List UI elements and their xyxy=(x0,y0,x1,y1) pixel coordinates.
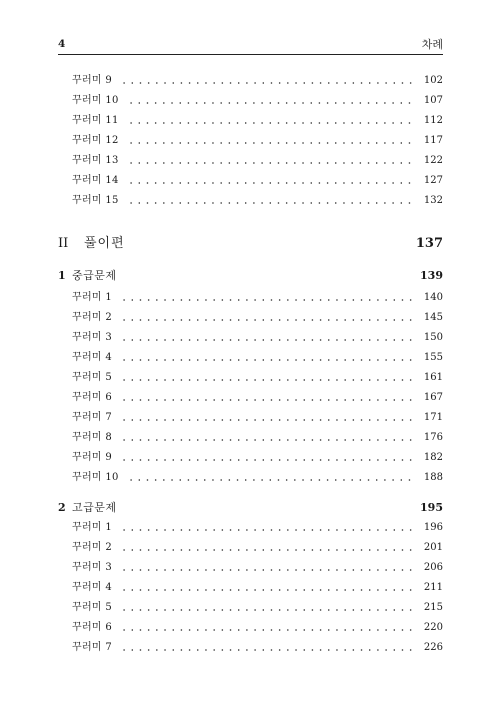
toc-entry-page: 211 xyxy=(423,582,443,593)
chapter-title: 고급문제 xyxy=(72,501,117,514)
toc-entry-page: 122 xyxy=(423,155,443,166)
dot-leader xyxy=(127,201,413,205)
toc-entry-label: 꾸러미 7 xyxy=(72,412,113,423)
dot-leader xyxy=(120,438,413,442)
toc-entry-label: 꾸러미 6 xyxy=(72,622,113,633)
chapter-number: 2 xyxy=(58,501,66,514)
toc-entry[interactable] xyxy=(72,291,443,305)
chapter-heading[interactable] xyxy=(58,268,443,284)
toc-entry-page: 201 xyxy=(423,542,443,553)
toc-entry[interactable] xyxy=(72,601,443,615)
toc-entry[interactable] xyxy=(72,431,443,445)
dot-leader xyxy=(127,181,413,185)
dot-leader xyxy=(127,121,413,125)
toc-entry[interactable] xyxy=(72,471,443,485)
toc-entry-page: 171 xyxy=(423,412,443,423)
toc-entry-page: 145 xyxy=(423,312,443,323)
toc-entry-page: 176 xyxy=(423,432,443,443)
toc-entry[interactable] xyxy=(72,154,443,168)
chapter-heading[interactable] xyxy=(58,500,443,516)
toc-entry[interactable] xyxy=(72,74,443,88)
toc-entry-page: 161 xyxy=(423,372,443,383)
dot-leader xyxy=(120,568,413,572)
dot-leader xyxy=(127,478,413,482)
chapter-page: 195 xyxy=(420,501,443,514)
toc-entry[interactable] xyxy=(72,541,443,555)
toc-entry[interactable] xyxy=(72,194,443,208)
dot-leader xyxy=(120,458,413,462)
toc-entry-page: 155 xyxy=(423,352,443,363)
toc-entry-page: 188 xyxy=(423,472,443,483)
toc-entry-page: 117 xyxy=(423,135,443,146)
toc-entry-label: 꾸러미 5 xyxy=(72,602,113,613)
toc-entry-page: 132 xyxy=(423,195,443,206)
dot-leader xyxy=(120,338,413,342)
toc-entry[interactable] xyxy=(72,621,443,635)
toc-entry-page: 196 xyxy=(423,522,443,533)
toc-entry-label: 꾸러미 5 xyxy=(72,372,113,383)
toc-entry-label: 꾸러미 10 xyxy=(72,95,119,106)
toc-entry-label: 꾸러미 6 xyxy=(72,392,113,403)
dot-leader xyxy=(120,318,413,322)
dot-leader xyxy=(120,608,413,612)
chapter-page: 139 xyxy=(420,269,443,282)
toc-entry[interactable] xyxy=(72,521,443,535)
toc-entry-page: 226 xyxy=(423,642,443,653)
dot-leader xyxy=(127,161,413,165)
toc-entry[interactable] xyxy=(72,351,443,365)
toc-entry[interactable] xyxy=(72,411,443,425)
toc-entry-label: 꾸러미 10 xyxy=(72,472,119,483)
toc-entry-page: 215 xyxy=(423,602,443,613)
dot-leader xyxy=(120,588,413,592)
toc-entry-page: 182 xyxy=(423,452,443,463)
dot-leader xyxy=(120,358,413,362)
dot-leader xyxy=(120,398,413,402)
toc-entry[interactable] xyxy=(72,451,443,465)
toc-entry-page: 206 xyxy=(423,562,443,573)
toc-entry[interactable] xyxy=(72,331,443,345)
dot-leader xyxy=(120,298,413,302)
toc-entry-page: 140 xyxy=(423,292,443,303)
toc-entry-label: 꾸러미 15 xyxy=(72,195,119,206)
toc-entry-label: 꾸러미 11 xyxy=(72,115,119,126)
toc-entry-page: 220 xyxy=(423,622,443,633)
toc-entry-page: 112 xyxy=(423,115,443,126)
dot-leader xyxy=(120,548,413,552)
chapter-number: 1 xyxy=(58,269,66,282)
toc-entry[interactable] xyxy=(72,94,443,108)
part-number: II xyxy=(58,236,69,251)
toc-entry-label: 꾸러미 9 xyxy=(72,452,113,463)
part-page: 137 xyxy=(415,236,443,251)
toc-entry-label: 꾸러미 9 xyxy=(72,75,113,86)
toc-entry-page: 102 xyxy=(423,75,443,86)
dot-leader xyxy=(120,378,413,382)
toc-entry-label: 꾸러미 7 xyxy=(72,642,113,653)
toc-entry[interactable] xyxy=(72,391,443,405)
dot-leader xyxy=(120,418,413,422)
toc-entry-label: 꾸러미 12 xyxy=(72,135,119,146)
toc-entry-page: 150 xyxy=(423,332,443,343)
running-header xyxy=(58,36,443,55)
toc-entry[interactable] xyxy=(72,114,443,128)
toc-entry-label: 꾸러미 8 xyxy=(72,432,113,443)
toc-entry[interactable] xyxy=(72,371,443,385)
toc-entry-label: 꾸러미 3 xyxy=(72,332,113,343)
toc-entry[interactable] xyxy=(72,311,443,325)
toc-entry-label: 꾸러미 2 xyxy=(72,542,113,553)
toc-entry-label: 꾸러미 4 xyxy=(72,352,113,363)
running-title: 차례 xyxy=(421,38,443,51)
dot-leader xyxy=(120,648,413,652)
toc-entry-label: 꾸러미 3 xyxy=(72,562,113,573)
toc-entry[interactable] xyxy=(72,561,443,575)
page-number: 4 xyxy=(58,38,66,50)
toc-entry-label: 꾸러미 4 xyxy=(72,582,113,593)
dot-leader xyxy=(127,101,413,105)
toc-entry-label: 꾸러미 2 xyxy=(72,312,113,323)
dot-leader xyxy=(127,141,413,145)
dot-leader xyxy=(120,528,413,532)
toc-entry-page: 127 xyxy=(423,175,443,186)
part-title: 풀이편 xyxy=(84,236,125,251)
dot-leader xyxy=(120,81,413,85)
toc-entry-page: 167 xyxy=(423,392,443,403)
part-heading[interactable] xyxy=(58,234,443,254)
chapter-title: 중급문제 xyxy=(72,269,117,282)
toc-entry[interactable] xyxy=(72,134,443,148)
toc-entry[interactable] xyxy=(72,641,443,655)
toc-entry-page: 107 xyxy=(423,95,443,106)
toc-entry-label: 꾸러미 1 xyxy=(72,522,113,533)
toc-entry[interactable] xyxy=(72,581,443,595)
toc-entry-label: 꾸러미 14 xyxy=(72,175,119,186)
toc-entry[interactable] xyxy=(72,174,443,188)
toc-entry-label: 꾸러미 13 xyxy=(72,155,119,166)
toc-entry-label: 꾸러미 1 xyxy=(72,292,113,303)
dot-leader xyxy=(120,628,413,632)
